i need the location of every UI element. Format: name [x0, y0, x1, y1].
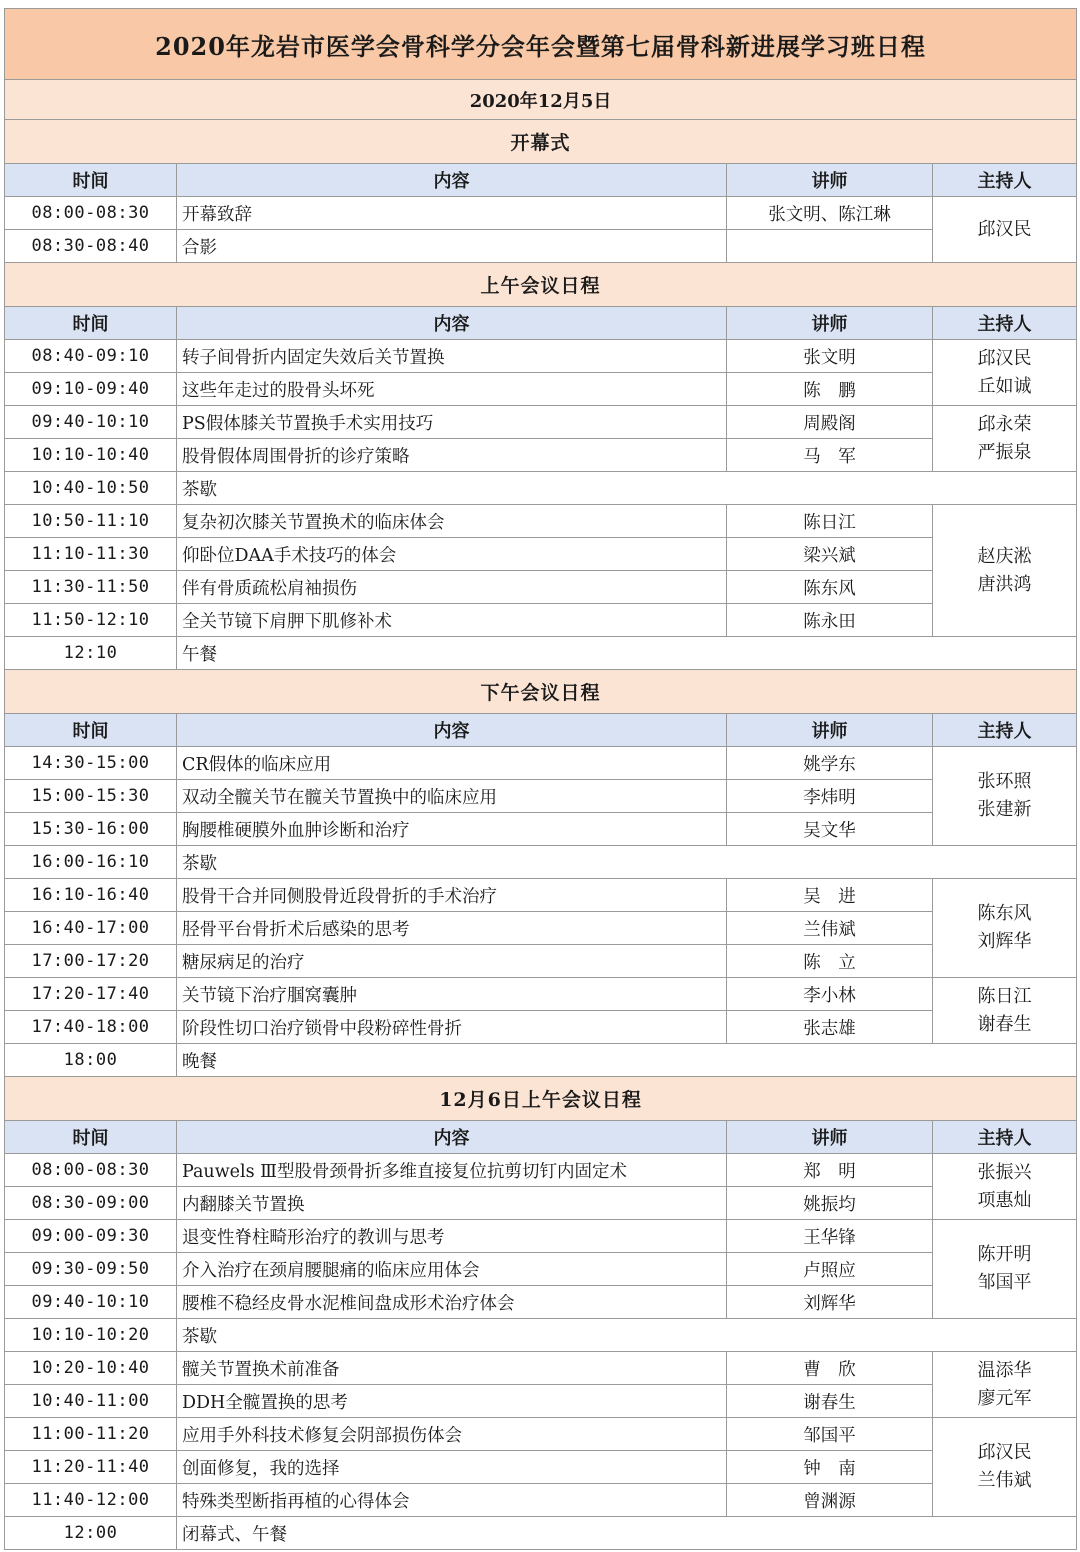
session-host — [933, 406, 1077, 472]
session-topic: 退变性脊柱畸形治疗的教训与思考 — [177, 1220, 727, 1253]
session-time: 09:40-10:10 — [5, 406, 177, 439]
session-host — [933, 1352, 1077, 1418]
session-row — [5, 780, 1077, 813]
session-row — [5, 197, 1077, 230]
session-row — [5, 230, 1077, 263]
session-time: 08:30-08:40 — [5, 230, 177, 263]
session-speaker: 陈 鹏 — [727, 373, 933, 406]
host-name: 刘辉华 — [977, 931, 1032, 952]
session-topic: 复杂初次膝关节置换术的临床体会 — [177, 505, 727, 538]
header-host: 主持人 — [933, 307, 1077, 340]
session-topic: 胫骨平台骨折术后感染的思考 — [177, 912, 727, 945]
session-topic: DDH全髋置换的思考 — [177, 1385, 727, 1418]
session-row — [5, 1187, 1077, 1220]
session-row — [5, 978, 1077, 1011]
session-speaker — [727, 230, 933, 263]
session-speaker: 张文明、陈江琳 — [727, 197, 933, 230]
host-name: 邹国平 — [977, 1272, 1032, 1293]
host-name: 赵庆淞 — [977, 545, 1032, 567]
header-content: 内容 — [177, 164, 727, 197]
session-time: 09:10-09:40 — [5, 373, 177, 406]
session-time: 08:00-08:30 — [5, 1154, 177, 1187]
session-speaker: 马 军 — [727, 439, 933, 472]
session-topic: 胸腰椎硬膜外血肿诊断和治疗 — [177, 813, 727, 846]
session-row — [5, 1253, 1077, 1286]
session-topic: 股骨干合并同侧股骨近段骨折的手术治疗 — [177, 879, 727, 912]
host-name: 陈开明 — [977, 1244, 1032, 1265]
host-name: 张环照 — [977, 771, 1032, 792]
session-host — [933, 197, 1077, 263]
session-topic: 股骨假体周围骨折的诊疗策略 — [177, 439, 727, 472]
session-row — [5, 813, 1077, 846]
break-row — [5, 1044, 1077, 1077]
session-host — [933, 1418, 1077, 1517]
session-row — [5, 1286, 1077, 1319]
session-speaker: 李小林 — [727, 978, 933, 1011]
host-name: 邱永荣 — [977, 413, 1032, 435]
session-row — [5, 879, 1077, 912]
session-topic: 腰椎不稳经皮骨水泥椎间盘成形术治疗体会 — [177, 1286, 727, 1319]
session-row — [5, 1154, 1077, 1187]
session-time: 08:40-09:10 — [5, 340, 177, 373]
section-title: 上午会议日程 — [5, 263, 1077, 307]
session-row — [5, 340, 1077, 373]
session-speaker: 姚学东 — [727, 747, 933, 780]
section-title: 开幕式 — [5, 120, 1077, 164]
session-topic: 关节镜下治疗腘窝囊肿 — [177, 978, 727, 1011]
session-row — [5, 406, 1077, 439]
session-time: 16:10-16:40 — [5, 879, 177, 912]
session-topic: 合影 — [177, 230, 727, 263]
session-host — [933, 978, 1077, 1044]
break-label: 茶歇 — [177, 846, 1077, 879]
session-host — [933, 747, 1077, 846]
session-speaker: 兰伟斌 — [727, 912, 933, 945]
session-row — [5, 945, 1077, 978]
section-row — [5, 263, 1077, 307]
session-row — [5, 1011, 1077, 1044]
column-header-row — [5, 714, 1077, 747]
session-row — [5, 1451, 1077, 1484]
session-topic: 特殊类型断指再植的心得体会 — [177, 1484, 727, 1517]
session-time: 10:10-10:20 — [5, 1319, 177, 1352]
session-row — [5, 1418, 1077, 1451]
section-title: 下午会议日程 — [5, 670, 1077, 714]
break-row — [5, 637, 1077, 670]
session-time: 12:00 — [5, 1517, 177, 1550]
session-speaker: 陈永田 — [727, 604, 933, 637]
break-row — [5, 846, 1077, 879]
session-time: 15:30-16:00 — [5, 813, 177, 846]
session-speaker: 曹 欣 — [727, 1352, 933, 1385]
session-row — [5, 747, 1077, 780]
break-label: 晚餐 — [177, 1044, 1077, 1077]
session-topic: 内翻膝关节置换 — [177, 1187, 727, 1220]
session-time: 09:30-09:50 — [5, 1253, 177, 1286]
section-row — [5, 1077, 1077, 1121]
host-name: 邱汉民 — [977, 1442, 1032, 1463]
session-time: 11:20-11:40 — [5, 1451, 177, 1484]
session-time: 14:30-15:00 — [5, 747, 177, 780]
header-host: 主持人 — [933, 714, 1077, 747]
host-name: 兰伟斌 — [977, 1470, 1032, 1491]
session-time: 18:00 — [5, 1044, 177, 1077]
session-speaker: 陈 立 — [727, 945, 933, 978]
session-speaker: 曾渊源 — [727, 1484, 933, 1517]
header-time: 时间 — [5, 1121, 177, 1154]
session-time: 10:50-11:10 — [5, 505, 177, 538]
section-row — [5, 120, 1077, 164]
session-host — [933, 879, 1077, 978]
session-time: 15:00-15:30 — [5, 780, 177, 813]
session-speaker: 陈东风 — [727, 571, 933, 604]
session-topic: 这些年走过的股骨头坏死 — [177, 373, 727, 406]
session-time: 17:20-17:40 — [5, 978, 177, 1011]
session-topic: 应用手外科技术修复会阴部损伤体会 — [177, 1418, 727, 1451]
session-time: 16:40-17:00 — [5, 912, 177, 945]
session-speaker: 邹国平 — [727, 1418, 933, 1451]
break-label: 茶歇 — [177, 472, 1077, 505]
host-name: 谢春生 — [977, 1013, 1032, 1035]
session-speaker: 刘辉华 — [727, 1286, 933, 1319]
session-time: 10:40-11:00 — [5, 1385, 177, 1418]
session-time: 08:30-09:00 — [5, 1187, 177, 1220]
session-speaker: 吴文华 — [727, 813, 933, 846]
session-topic: 糖尿病足的治疗 — [177, 945, 727, 978]
session-host — [933, 1154, 1077, 1220]
header-content: 内容 — [177, 307, 727, 340]
session-time: 10:20-10:40 — [5, 1352, 177, 1385]
title-row — [5, 9, 1077, 80]
session-row — [5, 439, 1077, 472]
session-topic: CR假体的临床应用 — [177, 747, 727, 780]
session-row — [5, 505, 1077, 538]
session-row — [5, 1385, 1077, 1418]
session-speaker: 吴 进 — [727, 879, 933, 912]
session-row — [5, 604, 1077, 637]
header-host: 主持人 — [933, 164, 1077, 197]
session-row — [5, 1484, 1077, 1517]
break-row — [5, 1319, 1077, 1352]
schedule-date: 2020年12月5日 — [5, 80, 1077, 120]
break-label: 茶歇 — [177, 1319, 1077, 1352]
host-name: 邱汉民 — [977, 218, 1032, 240]
session-topic: 转子间骨折内固定失效后关节置换 — [177, 340, 727, 373]
host-name: 邱汉民 — [977, 347, 1032, 369]
host-name: 丘如诚 — [977, 375, 1032, 397]
host-name: 温添华 — [977, 1359, 1032, 1381]
session-time: 11:50-12:10 — [5, 604, 177, 637]
header-speaker: 讲师 — [727, 714, 933, 747]
session-topic: 介入治疗在颈肩腰腿痛的临床应用体会 — [177, 1253, 727, 1286]
session-row — [5, 538, 1077, 571]
session-time: 12:10 — [5, 637, 177, 670]
session-topic: 全关节镜下肩胛下肌修补术 — [177, 604, 727, 637]
header-speaker: 讲师 — [727, 1121, 933, 1154]
session-time: 11:30-11:50 — [5, 571, 177, 604]
session-topic: PS假体膝关节置换手术实用技巧 — [177, 406, 727, 439]
session-time: 11:40-12:00 — [5, 1484, 177, 1517]
session-topic: 创面修复，我的选择 — [177, 1451, 727, 1484]
session-speaker: 谢春生 — [727, 1385, 933, 1418]
session-speaker: 陈日江 — [727, 505, 933, 538]
header-time: 时间 — [5, 714, 177, 747]
break-row — [5, 1517, 1077, 1550]
session-speaker: 李炜明 — [727, 780, 933, 813]
session-time: 16:00-16:10 — [5, 846, 177, 879]
section-row — [5, 670, 1077, 714]
host-name: 张振兴 — [977, 1161, 1032, 1183]
header-time: 时间 — [5, 164, 177, 197]
session-speaker: 卢照应 — [727, 1253, 933, 1286]
host-name: 张建新 — [977, 799, 1032, 820]
session-time: 09:00-09:30 — [5, 1220, 177, 1253]
host-name: 唐洪鸿 — [977, 573, 1032, 595]
break-row — [5, 472, 1077, 505]
header-time: 时间 — [5, 307, 177, 340]
session-time: 17:00-17:20 — [5, 945, 177, 978]
session-speaker: 钟 南 — [727, 1451, 933, 1484]
session-topic: Pauwels Ⅲ型股骨颈骨折多维直接复位抗剪切钉内固定术 — [177, 1154, 727, 1187]
session-time: 11:00-11:20 — [5, 1418, 177, 1451]
session-speaker: 梁兴斌 — [727, 538, 933, 571]
session-speaker: 周殿阁 — [727, 406, 933, 439]
column-header-row — [5, 164, 1077, 197]
host-name: 陈东风 — [977, 903, 1032, 924]
date-row — [5, 80, 1077, 120]
schedule-title: 2020年龙岩市医学会骨科学分会年会暨第七届骨科新进展学习班日程 — [5, 9, 1077, 80]
session-row — [5, 571, 1077, 604]
section-title: 12月6日上午会议日程 — [5, 1077, 1077, 1121]
host-name: 严振泉 — [977, 441, 1032, 463]
header-content: 内容 — [177, 1121, 727, 1154]
column-header-row — [5, 307, 1077, 340]
session-time: 10:40-10:50 — [5, 472, 177, 505]
session-speaker: 王华锋 — [727, 1220, 933, 1253]
session-time: 10:10-10:40 — [5, 439, 177, 472]
session-host — [933, 340, 1077, 406]
header-speaker: 讲师 — [727, 307, 933, 340]
session-topic: 双动全髋关节在髋关节置换中的临床应用 — [177, 780, 727, 813]
break-label: 闭幕式、午餐 — [177, 1517, 1077, 1550]
session-speaker: 姚振均 — [727, 1187, 933, 1220]
schedule-table — [4, 8, 1077, 1550]
session-topic: 伴有骨质疏松肩袖损伤 — [177, 571, 727, 604]
session-speaker: 张文明 — [727, 340, 933, 373]
session-topic: 髋关节置换术前准备 — [177, 1352, 727, 1385]
session-host — [933, 1220, 1077, 1319]
session-time: 11:10-11:30 — [5, 538, 177, 571]
session-row — [5, 912, 1077, 945]
session-row — [5, 373, 1077, 406]
column-header-row — [5, 1121, 1077, 1154]
session-speaker: 张志雄 — [727, 1011, 933, 1044]
host-name: 陈日江 — [977, 985, 1032, 1007]
session-time: 17:40-18:00 — [5, 1011, 177, 1044]
host-name: 廖元军 — [977, 1387, 1032, 1409]
host-name: 项惠灿 — [977, 1189, 1032, 1211]
session-topic: 仰卧位DAA手术技巧的体会 — [177, 538, 727, 571]
session-time: 08:00-08:30 — [5, 197, 177, 230]
session-topic: 阶段性切口治疗锁骨中段粉碎性骨折 — [177, 1011, 727, 1044]
session-speaker: 郑 明 — [727, 1154, 933, 1187]
header-content: 内容 — [177, 714, 727, 747]
session-row — [5, 1220, 1077, 1253]
session-row — [5, 1352, 1077, 1385]
header-speaker: 讲师 — [727, 164, 933, 197]
session-host — [933, 505, 1077, 637]
break-label: 午餐 — [177, 637, 1077, 670]
session-time: 09:40-10:10 — [5, 1286, 177, 1319]
session-topic: 开幕致辞 — [177, 197, 727, 230]
header-host: 主持人 — [933, 1121, 1077, 1154]
